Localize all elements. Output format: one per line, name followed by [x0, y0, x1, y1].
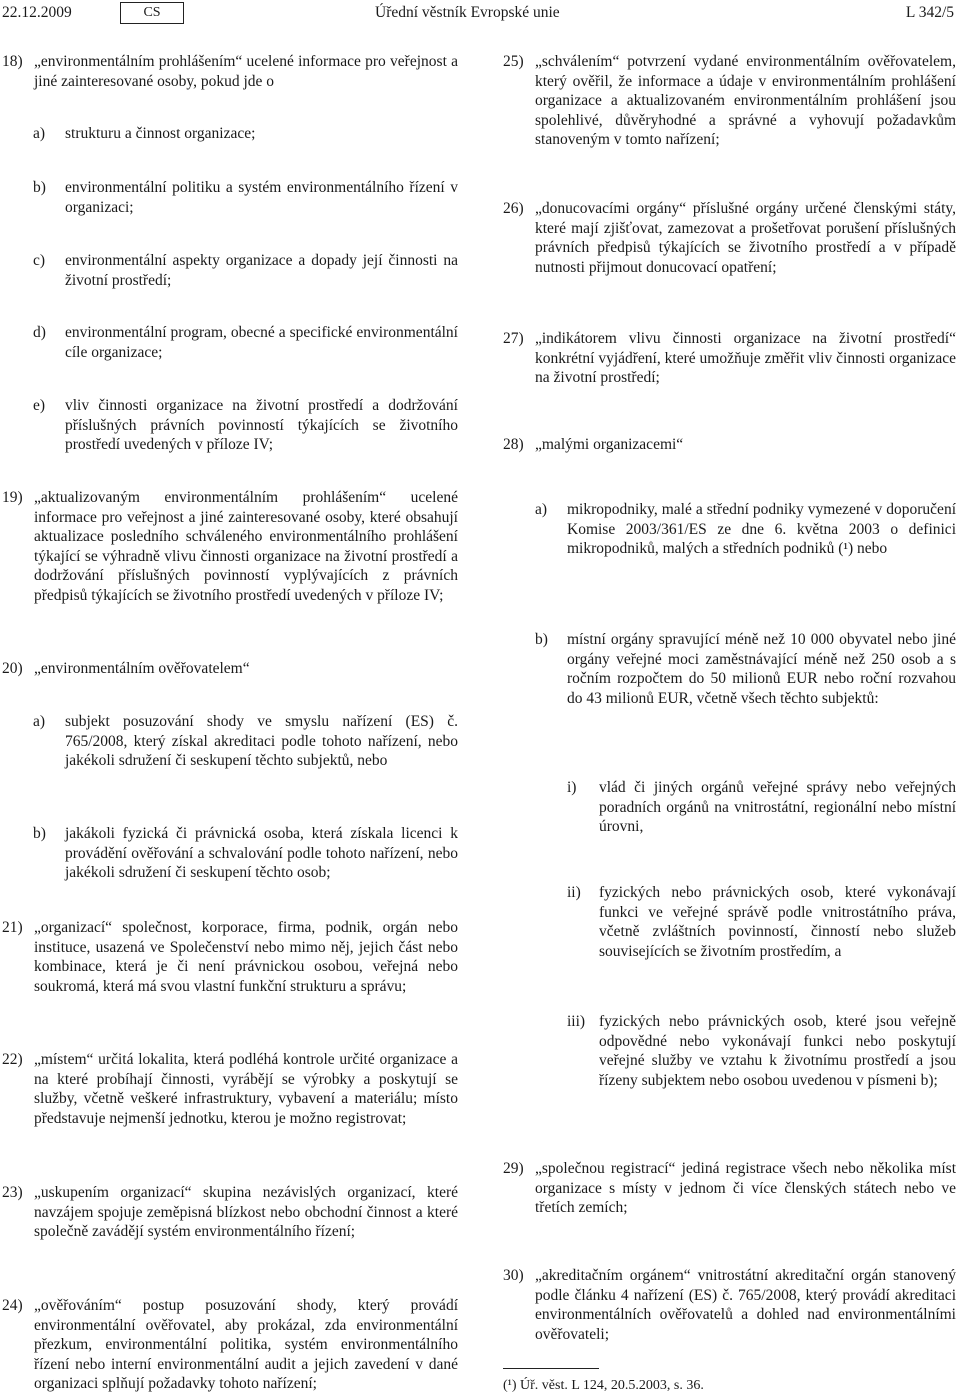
- item-text: „donucovacími orgány“ příslušné orgány určené členskými státy, které mají zjišťovat, zamezovat a prošetřovat porušení příslušných právních předpisů týkajících se životního prostředí a v případě nutnosti přijmout donucovací opatření;: [535, 200, 956, 276]
- definition-22: [2, 1050, 458, 1128]
- definition-20a: [33, 712, 458, 771]
- definition-20b: [33, 824, 458, 883]
- item-number: 18): [2, 53, 23, 70]
- page-reference: L 342/5: [905, 4, 954, 21]
- definition-30: [503, 1266, 956, 1344]
- item-text: „uskupením organizací“ skupina nezávislých organizací, které navzájem spojuje zeměpisná blízkost nebo obchodní činnost a které společně zavádějí systém environmentálního řízení;: [34, 1184, 458, 1241]
- definition-28b-i: [567, 778, 956, 837]
- item-number: 25): [503, 53, 524, 70]
- item-text: mikropodniky, malé a střední podniky vymezené v doporučení Komise 2003/361/ES ze dne 6. května 2003 o definici mikropodniků, malých a středních podniků (¹) nebo: [567, 501, 956, 558]
- item-text: vlád či jiných orgánů veřejné správy nebo veřejných poradních orgánů na vnitrostátní, regionální nebo místní úrovni,: [599, 779, 956, 836]
- item-number: e): [33, 397, 46, 414]
- definition-28b: [535, 630, 956, 708]
- item-text: „indikátorem vlivu činnosti organizace na životní prostředí“ konkrétní vyjádření, které umožňuje změřit vliv činnosti organizace na životní prostředí;: [535, 330, 956, 387]
- definition-28a: [535, 500, 956, 559]
- definition-18e: [33, 396, 458, 455]
- definition-24: [2, 1296, 458, 1394]
- item-text: fyzických nebo právnických osob, které jsou veřejně odpovědné nebo vykonávají funkci nebo poskytují veřejné služby ve vztahu k životnímu prostředí a jsou řízeny subjektem nebo osobou uvedenou v písmeni b);: [599, 1013, 956, 1089]
- item-text: „místem“ určitá lokalita, která podléhá kontrole určité organizace a na které probíhají činnosti, vyrábějí se výrobky a poskytují se služby, včetně veškeré infrastruktury, vybavení a materiálu; místo představuje nejmenší jednotku, kterou je možno registrovat;: [34, 1051, 458, 1127]
- page-header: [0, 0, 960, 26]
- item-text: místní orgány spravující méně než 10 000 obyvatel nebo jiné orgány veřejné moci zaměstnávající méně než 250 osob a s ročním rozpočtem do 50 milionů EUR nebo roční rozvahou do 43 milionů EUR, včetně všech těchto subjektů:: [567, 631, 956, 707]
- item-text: „aktualizovaným environmentálním prohlášením“ ucelené informace pro veřejnost a jiné zainteresované osoby, které obsahují aktualizace posledního schváleného environmentálního prohlášení týkající se výhradně vlivu činnosti organizace na životní prostředí a dodržování příslušných povinností vyplývajících z právních předpisů týkajících se životního prostředí uvedených v příloze IV;: [34, 489, 458, 604]
- item-number: 19): [2, 489, 23, 506]
- item-number: b): [535, 631, 548, 648]
- item-text: „environmentálním prohlášením“ ucelené informace pro veřejnost a jiné zainteresované osoby, pokud jde o: [34, 53, 458, 90]
- item-text: vliv činnosti organizace na životní prostředí a dodržování příslušných právních povinností týkajících se životního prostředí uvedených v příloze IV;: [65, 397, 458, 454]
- item-number: 26): [503, 200, 524, 217]
- item-number: 21): [2, 919, 23, 936]
- definition-26: [503, 199, 956, 277]
- definition-29: [503, 1159, 956, 1218]
- item-text: subjekt posuzování shody ve smyslu nařízení (ES) č. 765/2008, který získal akreditaci podle tohoto nařízení, nebo jakékoli sdružení či seskupení těchto subjektů, nebo: [65, 713, 458, 770]
- item-text: „ověřováním“ postup posuzování shody, který provádí environmentální ověřovatel, aby prokázal, zda environmentální přezkum, environmentální politika, systém environmentálního řízení nebo interní environmentální audit a jejich zavedení v dané organizaci splňují požadavky tohoto nařízení;: [34, 1297, 458, 1393]
- item-text: fyzických nebo právnických osob, které vykonávají funkci ve veřejné správě podle vnitrostátního práva, včetně zvláštních povinností, činností nebo služeb souvisejících se životním prostředím, a: [599, 884, 956, 960]
- item-text: „organizací“ společnost, korporace, firma, podnik, orgán nebo instituce, usazená ve Společenství nebo mimo něj, jejich část nebo kombinace, která je či není právnickou osobou, veřejná nebo soukromá, která má svou vlastní funkční strukturu a správu;: [34, 919, 458, 995]
- item-text: „malými organizacemi“: [535, 436, 684, 453]
- footnote-separator: [503, 1368, 599, 1369]
- item-number: ii): [567, 884, 581, 901]
- item-text: „akreditačním orgánem“ vnitrostátní akreditační orgán stanovený podle článku 4 nařízení (ES) č. 765/2008, který provádí akreditaci environmentálních ověřovatelů a dohled nad environmentálními ověřovateli;: [535, 1267, 956, 1343]
- item-number: 22): [2, 1051, 23, 1068]
- definition-27: [503, 329, 956, 388]
- definition-28b-iii: [567, 1012, 956, 1090]
- item-number: i): [567, 779, 577, 796]
- item-text: „schválením“ potvrzení vydané environmentálním ověřovatelem, který ověřil, že informace a údaje v environmentálním prohlášení organizace a aktualizovaném environmentálním prohlášení jsou spolehlivé, důvěryhodné a správné a vyhovují požadavkům stanoveným v tomto nařízení;: [535, 53, 956, 149]
- item-number: 30): [503, 1267, 524, 1284]
- item-number: a): [33, 713, 46, 730]
- publication-date: 22.12.2009: [2, 4, 72, 21]
- item-number: 20): [2, 660, 23, 677]
- definition-18d: [33, 323, 458, 362]
- journal-title: Úřední věstník Evropské unie: [375, 4, 560, 21]
- item-text: strukturu a činnost organizace;: [65, 125, 256, 142]
- item-text: environmentální aspekty organizace a dopady její činnosti na životní prostředí;: [65, 252, 458, 289]
- definition-18b: [33, 178, 458, 217]
- item-number: 28): [503, 436, 524, 453]
- definition-21: [2, 918, 458, 996]
- item-text: „společnou registrací“ jediná registrace všech nebo několika míst organizace s místy v jednom či více členských státech nebo ve třetích zemích;: [535, 1160, 956, 1217]
- item-number: 24): [2, 1297, 23, 1314]
- item-number: b): [33, 825, 46, 842]
- item-text: environmentální program, obecné a specifické environmentální cíle organizace;: [65, 324, 458, 361]
- definition-20: [2, 659, 458, 679]
- footnote: (¹) Úř. věst. L 124, 20.5.2003, s. 36.: [503, 1378, 704, 1393]
- definition-18: [2, 52, 458, 91]
- language-code-box: CS: [120, 2, 184, 24]
- item-number: a): [535, 501, 548, 518]
- definition-19: [2, 488, 458, 606]
- definition-28b-ii: [567, 883, 956, 961]
- item-number: 29): [503, 1160, 524, 1177]
- item-number: b): [33, 179, 46, 196]
- definition-25: [503, 52, 956, 150]
- item-text: „environmentálním ověřovatelem“: [34, 660, 250, 677]
- definition-28: [503, 435, 956, 455]
- item-number: a): [33, 125, 46, 142]
- definition-18a: [33, 124, 458, 144]
- item-number: d): [33, 324, 46, 341]
- definition-18c: [33, 251, 458, 290]
- item-text: environmentální politiku a systém environmentálního řízení v organizaci;: [65, 179, 458, 216]
- item-number: iii): [567, 1013, 586, 1030]
- item-number: 23): [2, 1184, 23, 1201]
- item-text: jakákoli fyzická či právnická osoba, která získala licenci k provádění ověřování a schvalování podle tohoto nařízení, nebo jakékoli sdružení či seskupení těchto osob;: [65, 825, 458, 882]
- item-number: 27): [503, 330, 524, 347]
- definition-23: [2, 1183, 458, 1242]
- item-number: c): [33, 252, 46, 269]
